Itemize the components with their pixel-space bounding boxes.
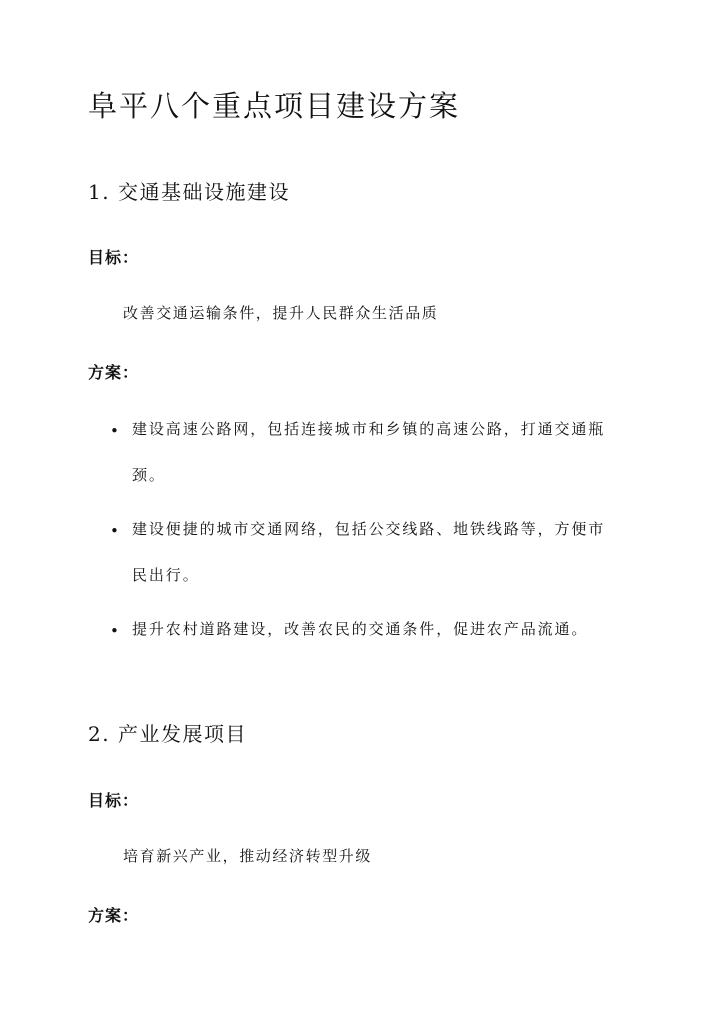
bullet-dot-icon: • xyxy=(110,422,119,440)
section-1-goal-label: 目标： xyxy=(88,248,140,267)
section-2-goal-text: 培育新兴产业，推动经济转型升级 xyxy=(123,847,373,865)
section-1-heading: 1. 交通基础设施建设 xyxy=(88,180,290,204)
document-title: 阜平八个重点项目建设方案 xyxy=(88,89,461,123)
section-2-goal-label: 目标： xyxy=(88,791,140,810)
list-item-text: 提升农村道路建设，改善农民的交通条件，促进农产品流通。 xyxy=(132,620,589,638)
list-item-text: 建设便捷的城市交通网络，包括公交线路、地铁线路等，方便市民出行。 xyxy=(132,520,606,584)
list-item-text: 建设高速公路网，包括连接城市和乡镇的高速公路，打通交通瓶颈。 xyxy=(132,420,606,484)
bullet-dot-icon: • xyxy=(110,522,119,540)
section-1-plan-label: 方案： xyxy=(88,363,140,382)
bullet-dot-icon: • xyxy=(110,622,119,640)
section-2-plan-label: 方案： xyxy=(88,906,140,925)
section-1-goal-text: 改善交通运输条件，提升人民群众生活品质 xyxy=(123,304,439,322)
section-2-heading: 2. 产业发展项目 xyxy=(88,722,247,746)
